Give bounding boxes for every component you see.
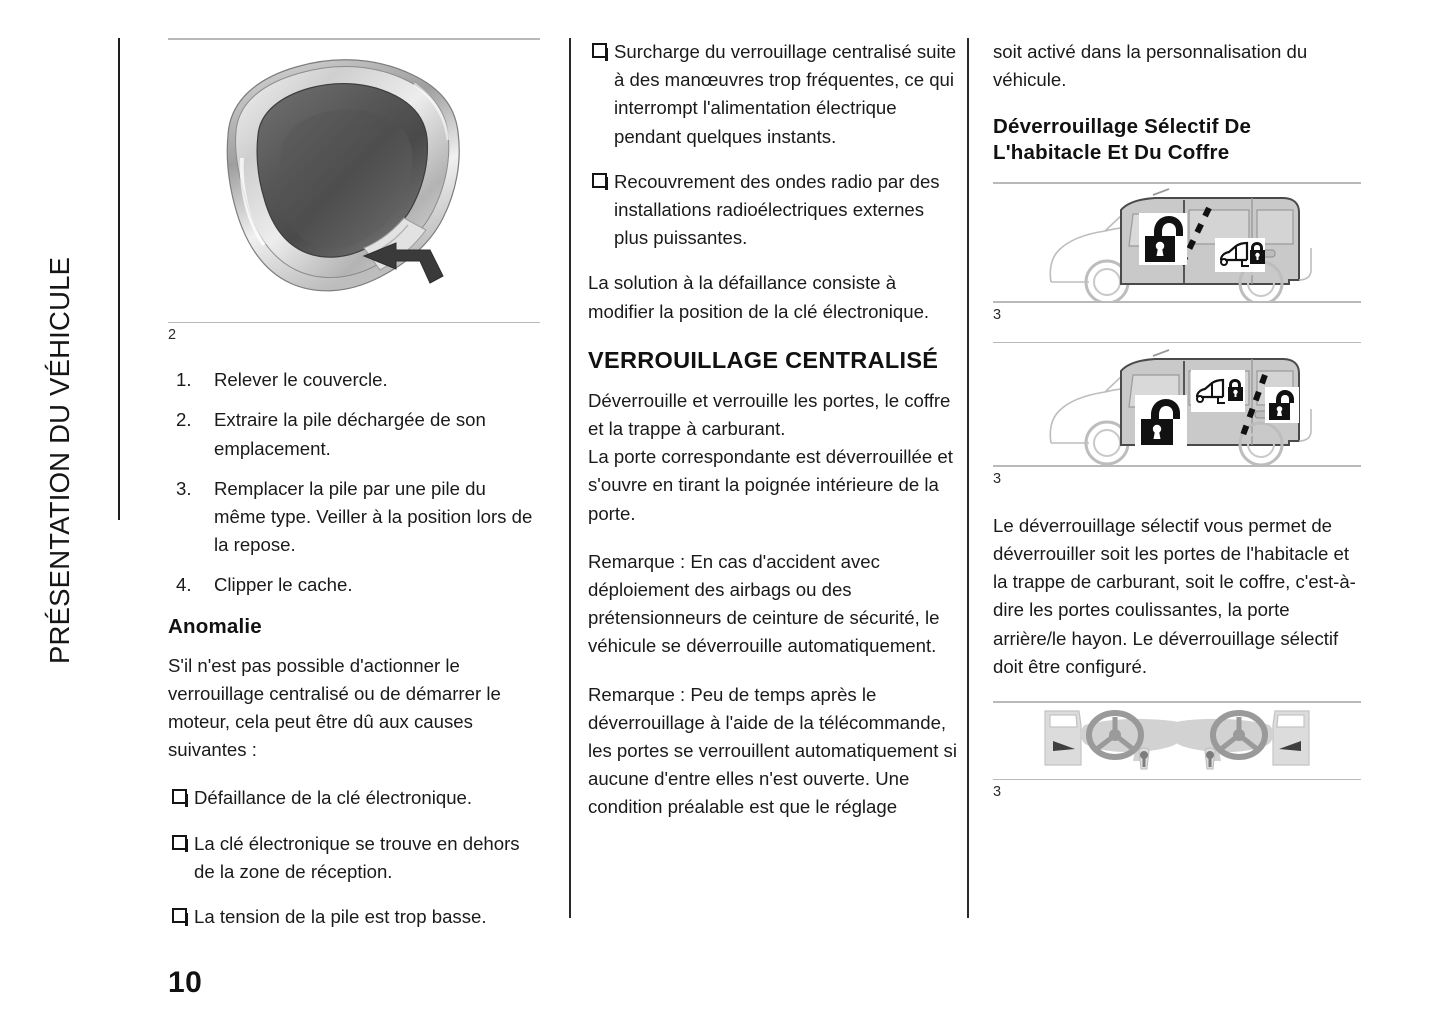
column-2 — [588, 38, 958, 842]
figure-van-2-body — [993, 343, 1361, 465]
car-locked-icon — [1191, 370, 1245, 412]
step-number: 4. — [176, 574, 192, 596]
list-item — [168, 903, 540, 931]
figure-caption: 3 — [993, 470, 1002, 487]
selective-unlock-paragraph: Le déverrouillage sélectif vous permet de déverrouiller soit les portes de l'habitacle et la trappe de carburant, soit le coffre, c'est-à-dire les portes coulissantes, la porte arrière/le hayon. Le déverrouillage sélectif doit être configuré. — [993, 514, 1356, 677]
figure-key-fob-body — [168, 40, 540, 322]
step-text: Relever le couvercle. — [214, 369, 388, 391]
list-item — [168, 406, 540, 462]
remark-label: Remarque : — [588, 550, 691, 572]
list-item-label: La tension de la pile est trop basse. — [194, 906, 487, 928]
column-3 — [993, 38, 1361, 815]
list-item-label: Défaillance de la clé électronique. — [194, 787, 473, 809]
list-item — [168, 571, 540, 599]
remark-text: Peu de temps après le déverrouillage à l'aide de la télécommande, les portes se verrouillent automatiquement si aucune d'entre elles n'est ouverte. Une condition préalable est que le réglage — [588, 683, 957, 818]
square-bullet-icon — [592, 173, 607, 188]
list-item-label: Recouvrement des ondes radio par des installations radioélectriques externes plus puissantes. — [614, 170, 940, 249]
column-divider-1 — [569, 38, 571, 918]
figure-dashboards-body — [993, 703, 1361, 779]
remark-1 — [588, 548, 958, 661]
dashboard-illustration — [993, 703, 1361, 779]
chapter-title-bar — [0, 0, 150, 1018]
list-item — [588, 168, 958, 253]
remark-label: Remarque : — [588, 683, 691, 705]
verrouillage-centralise-heading: VERROUILLAGE CENTRALISÉ — [588, 346, 939, 373]
rhd-dashboard — [1169, 711, 1309, 769]
continuation-paragraph: soit activé dans la personnalisation du véhicule. — [993, 41, 1308, 91]
anomalie-intro: S'il n'est pas possible d'actionner le verrouillage centralisé ou de démarrer le moteur, cela peut être dû aux causes suivantes : — [168, 654, 501, 761]
anomalie-causes-list — [168, 784, 540, 931]
remark-2 — [588, 681, 958, 822]
solution-paragraph: La solution à la défaillance consiste à modifier la position de la clé électronique. — [588, 272, 930, 322]
square-bullet-icon — [172, 789, 187, 804]
step-text: Extraire la pile déchargée de son emplacement. — [214, 409, 486, 459]
selective-unlock-heading: Déverrouillage Sélectif De L'habitacle Et Du Coffre — [993, 115, 1252, 165]
figure-caption: 2 — [168, 327, 177, 344]
list-item — [168, 366, 540, 394]
list-item — [168, 830, 540, 886]
chapter-title: PRÉSENTATION DU VÉHICULE — [44, 256, 75, 664]
lhd-dashboard — [1045, 711, 1185, 769]
unlocked-padlock-icon — [1135, 395, 1187, 449]
remark-text: En cas d'accident avec déploiement des airbags ou des prétensionneurs de ceinture de sécurité, le véhicule se déverrouille automatiquement. — [588, 550, 940, 657]
figure-caption: 3 — [993, 784, 1002, 801]
key-fob-illustration — [168, 40, 540, 322]
anomalie-heading: Anomalie — [168, 614, 262, 638]
van-illustration-1 — [993, 184, 1361, 301]
square-bullet-icon — [172, 835, 187, 850]
anomalie-causes-list-continued — [588, 38, 958, 252]
figure-dashboards — [993, 701, 1361, 801]
central-locking-paragraph-2: La porte correspondante est déverrouillée et s'ouvre en tirant la poignée intérieure de la porte. — [588, 446, 953, 524]
central-locking-paragraph-1: Déverrouille et verrouille les portes, le coffre et la trappe à carburant. — [588, 389, 951, 440]
battery-replacement-steps — [168, 366, 540, 599]
square-bullet-icon — [172, 908, 187, 923]
figure-van-cabin-unlocked — [993, 182, 1361, 323]
figure-van-all-unlocked — [993, 342, 1361, 488]
column-divider-2 — [967, 38, 969, 918]
step-text: Clipper le cache. — [214, 574, 353, 596]
figure-caption: 3 — [993, 306, 1002, 323]
unlocked-padlock-icon — [1139, 213, 1187, 265]
car-locked-icon — [1215, 238, 1265, 272]
unlocked-padlock-icon — [1265, 387, 1299, 423]
figure-van-1-body — [993, 184, 1361, 301]
page-number: 10 — [168, 966, 203, 999]
square-bullet-icon — [592, 43, 607, 58]
step-number: 3. — [176, 477, 192, 499]
chapter-title-divider — [118, 38, 120, 520]
van-illustration-2 — [993, 343, 1361, 465]
step-text: Remplacer la pile par une pile du même type. Veiller à la position lors de la repose. — [214, 477, 533, 556]
step-number: 2. — [176, 409, 192, 431]
step-number: 1. — [176, 369, 192, 391]
list-item — [168, 475, 540, 560]
column-1 — [168, 38, 540, 948]
list-item — [168, 784, 540, 812]
list-item — [588, 38, 958, 151]
list-item-label: Surcharge du verrouillage centralisé suite à des manœuvres trop fréquentes, ce qui interrompt l'alimentation électrique pendant quelques instants. — [614, 41, 957, 147]
list-item-label: La clé électronique se trouve en dehors de la zone de réception. — [194, 832, 520, 882]
figure-key-fob — [168, 38, 540, 344]
